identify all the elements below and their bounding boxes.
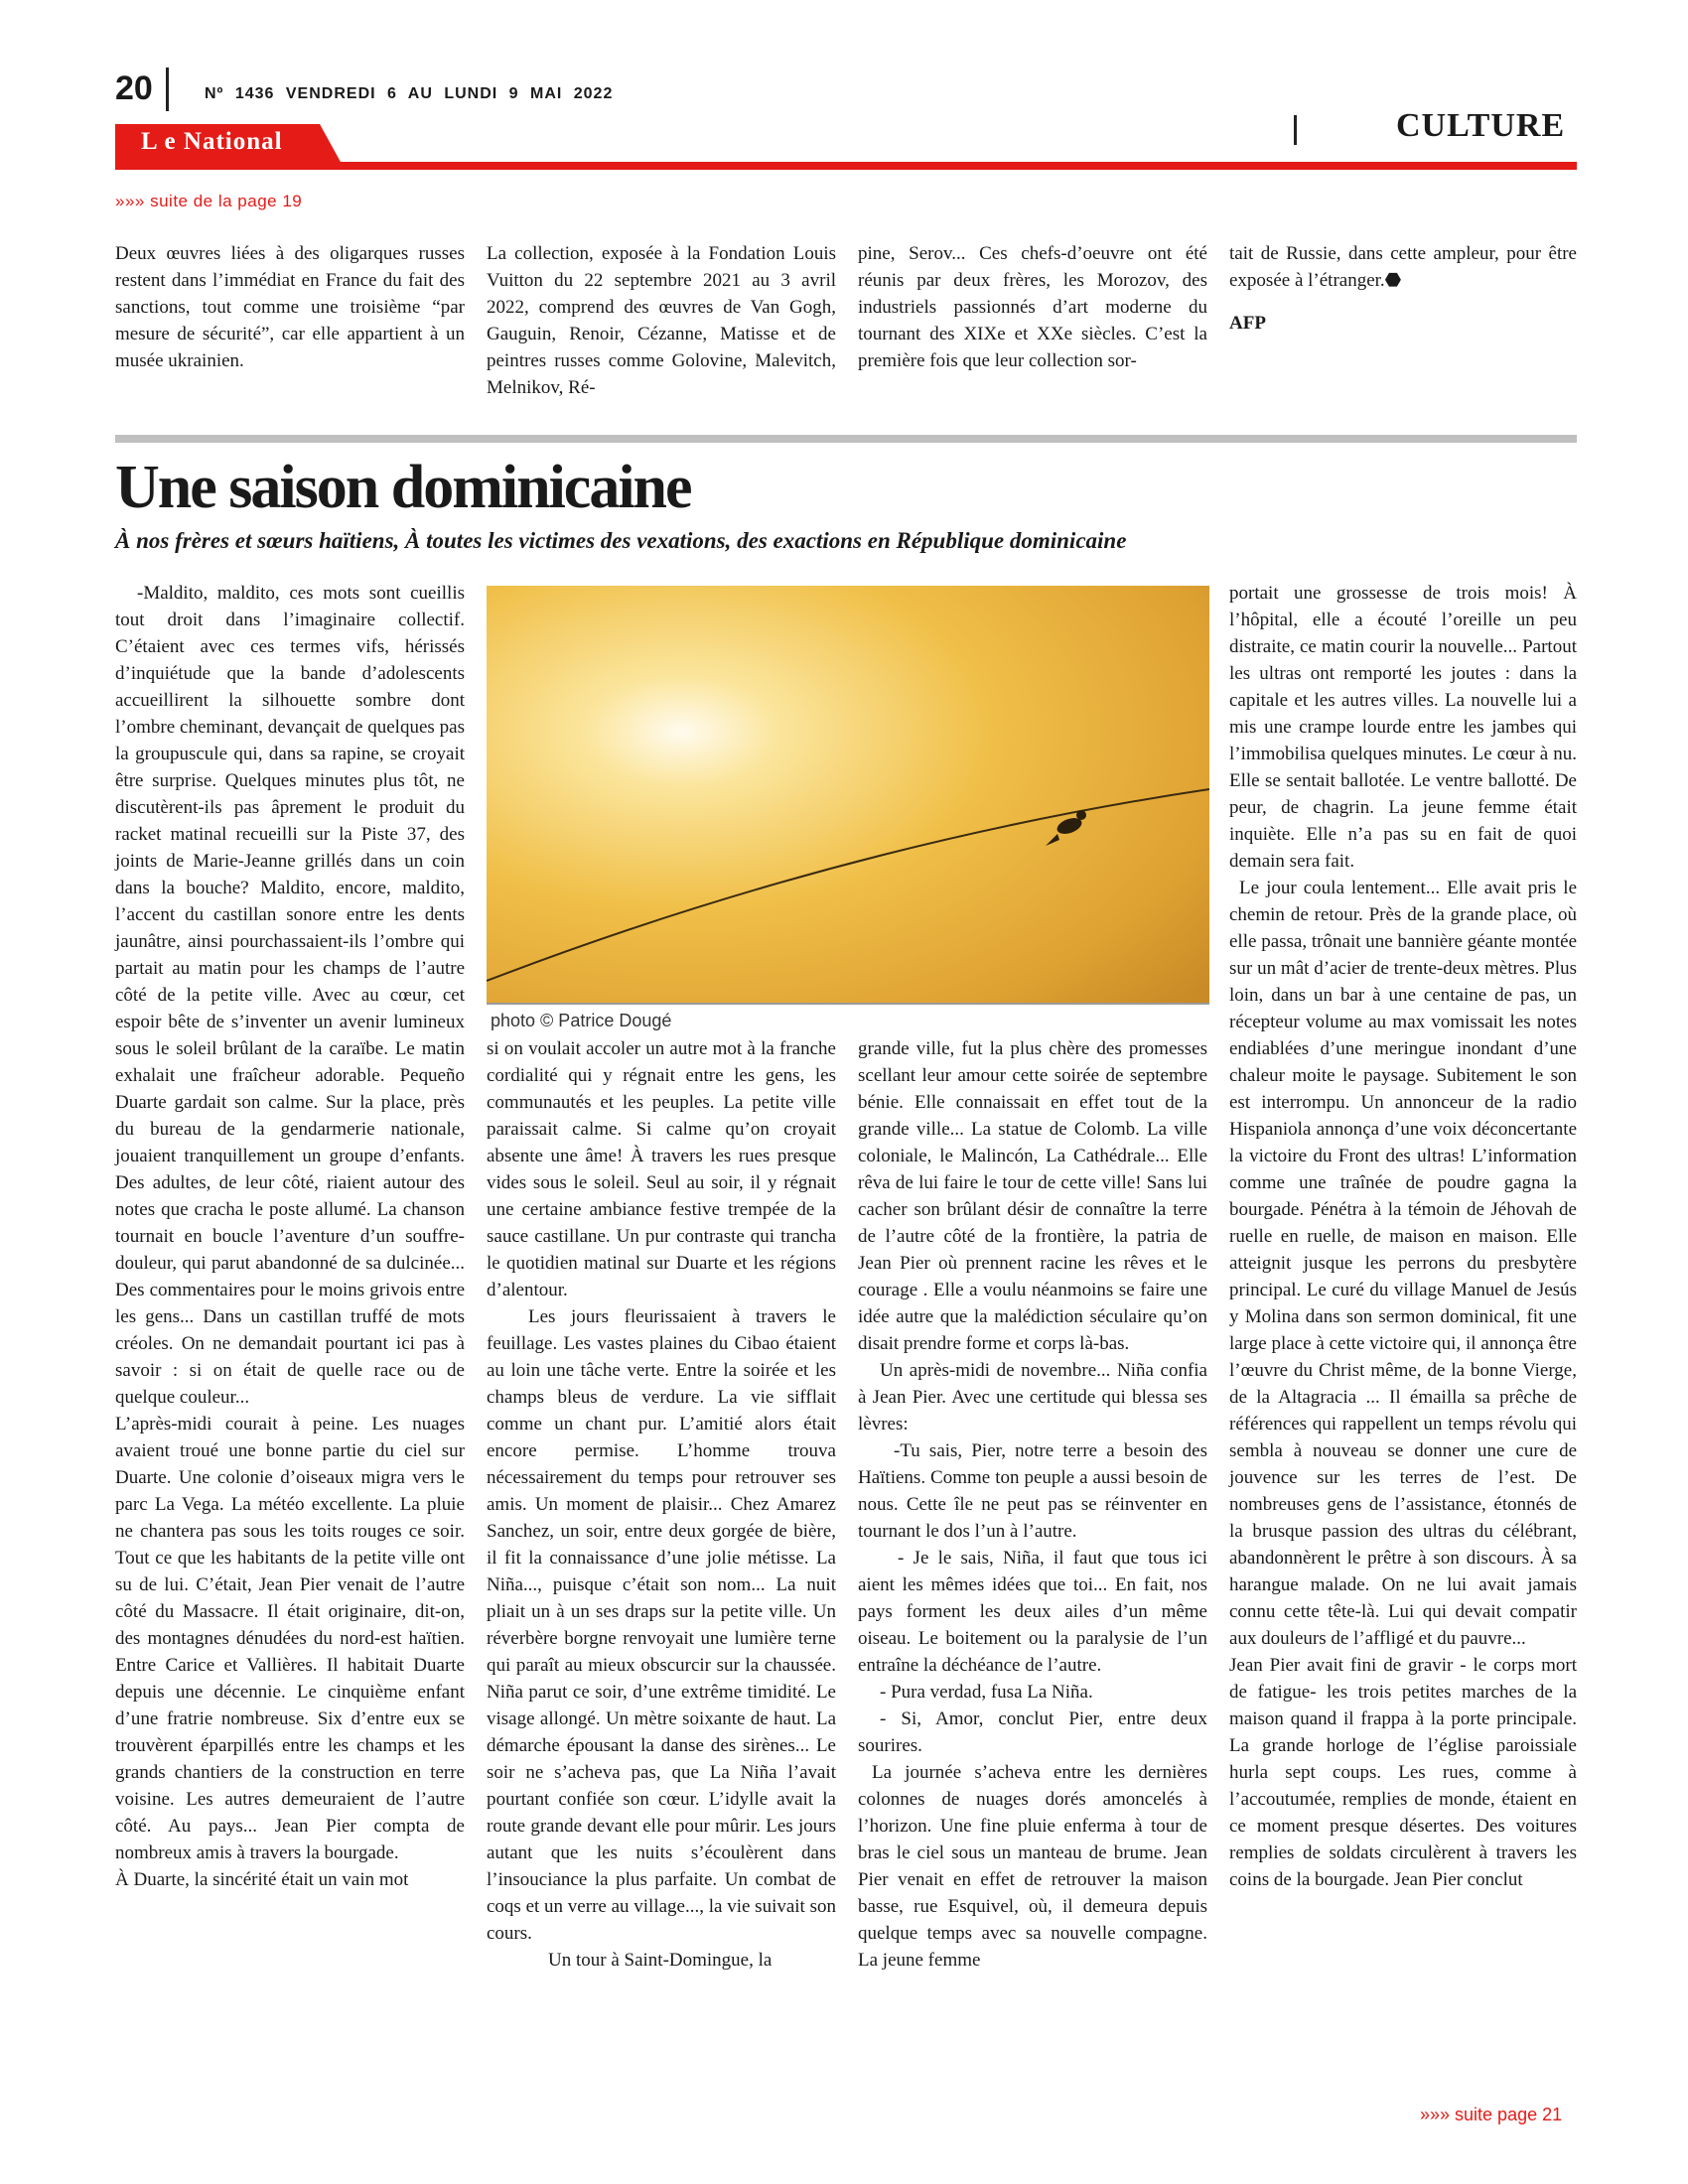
- paragraph: -Tu sais, Pier, notre terre a besoin des Haïtiens. Comme ton peuple a aussi besoin de nous. Cette île ne peut pas se réinventer en tournant le dos l’un à l’autre.: [858, 1440, 1207, 1542]
- header-divider: [166, 68, 169, 111]
- article-column-2: [487, 1035, 836, 1974]
- paragraph: Un tour à Saint-Domingue, la: [548, 1950, 773, 1971]
- paragraph: -Maldito, maldito, ces mots sont cueillis tout droit dans l’imaginaire collectif. C’étaient avec ces termes vifs, hérissés d’inquiétude que la bande d’adolescents accueillirent la silhouette sombre dont l’ombre cheminant, devançait de quelques pas la groupuscule qui, dans sa rapine, se croyait être surprise. Quelques minutes plus tôt, ne discutèrent-ils pas âprement le produit du racket matinal recueilli sur la Piste 37, des joints de Marie-Jeanne grillés dans un coin dans la bouche? Maldito, encore, maldito, l’accent du castillan sonore entre les dents jaunâtre, ainsi pourchassaient-ils l’ombre qui partait au matin pour les champs de l’autre côté de la petite ville. Avec au cœur, cet espoir bête de s’inventer un avenir lumineux sous le soleil brûlant de la caraïbe. Le matin exhalait une fraîcheur adorable. Pequeño Duarte gardait son calme. Sur la place, près du bureau de la gendarmerie nationale, jouaient tranquillement un groupe d’enfants. Des adultes, de leur côté, riaient autour des notes que cracha le poste allumé. La chanson tournait en boucle l’aventure d’un souffre-douleur, qui parut abandonné de sa dulcinée... Des commentaires pour le moins grivois entre les gens... Dans un castillan truffé de mots créoles. On ne demandait pourtant ici pas à savoir : si on était de quelle race ou de quelque couleur...: [115, 583, 465, 1408]
- paragraph: Le jour coula lentement... Elle avait pris le chemin de retour. Près de la grande place, où elle passa, trônait une bannière géante montée sur un mât d’acier de trente-deux mètres. Plus loin, dans un bar à une centaine de pas, un récepteur volume au max vomissait les notes endiablées d’une meringue inondant d’une chaleur moite le paysage. Subitement le son est interrompu. Un annonceur de la radio Hispaniola annonça d’une voix déconcertante la victoire du Front des ultras! L’information comme une traînée de poudre gagna la bourgade. Pénétra à la témoin de Jéhovah de ruelle en ruelle, de maison en maison. Elle atteignit jusque les perrons du presbytère principal. Le curé du village Manuel de Jesús y Molina dans son sermon dominical, fit une large place à cette victoire qui, il annonça être l’œuvre du Christ même, de la bonne Vierge, de la Altagracia ... Il émailla sa prêche de références qui rappellent un temps révolu qui sembla à nouveau se donner une cure de jouvence sur les terres de l’est. De nombreuses gens de l’assistance, étonnés de la brusque passion des ultras du célébrant, abandonnèrent le prêtre à son discours. À sa harangue malade. On ne lui avait jamais connu cette tête-là. Lui qui devait compatir aux douleurs de l’affligé et du pauvre...: [1229, 878, 1577, 1649]
- paragraph: La collection, exposée à la Fondation Louis Vuitton du 22 septembre 2021 au 3 avril 2022, comprend des œuvres de Van Gogh, Gauguin, Renoir, Cézanne, Matisse et de peintres russes comme Golovine, Malevitch, Melnikov, Ré-: [487, 243, 836, 398]
- continued-from-link[interactable]: »»» suite de la page 19: [115, 192, 303, 210]
- paragraph: Jean Pier avait fini de gravir - le corps mort de fatigue- les trois petites marches de la maison quand il frappa à la porte principale. La grande horloge de l’église paroissiale hurla sept coups. Les rues, comme à l’accoutumée, remplies de monde, étaient en ce moment presque désertes. Des voitures remplies de soldats circulèrent à travers les coins de la bourgade. Jean Pier conclut: [1229, 1655, 1577, 1890]
- prev-article-column-1: [115, 240, 465, 374]
- prev-article-column-2: [487, 240, 836, 401]
- page-number: 20: [115, 69, 153, 107]
- article-headline: Une saison dominicaine: [115, 454, 691, 521]
- paragraph: - Si, Amor, conclut Pier, entre deux sourires.: [858, 1708, 1207, 1756]
- photo-rule: [487, 1003, 1209, 1005]
- article-separator: [115, 435, 1577, 443]
- article-subheadline: À nos frères et sœurs haïtiens, À toutes les victimes des vexations, des exactions en République dominicaine: [115, 528, 1127, 553]
- article-column-4: [1229, 580, 1577, 1893]
- paragraph: pine, Serov... Ces chefs-d’oeuvre ont été réunis par deux frères, les Morozov, des industriels passionnés d’art moderne du tournant des XIXe et XXe siècles. C’est la première fois que leur collection sor-: [858, 243, 1207, 371]
- paragraph: À Duarte, la sincérité était un vain mot: [115, 1869, 409, 1890]
- article-photo: [487, 586, 1209, 1003]
- paragraph: - Je le sais, Niña, il faut que tous ici aient les mêmes idées que toi... En fait, nos pays forment les deux ailes d’un même oiseau. Le boitement ou la paralysie de l’un entraîne la déchéance de l’autre.: [858, 1548, 1207, 1676]
- photo-credit: photo © Patrice Dougé: [491, 1011, 672, 1030]
- paragraph: grande ville, fut la plus chère des promesses scellant leur amour cette soirée de septembre bénie. Elle connaissait en effet tout de la grande ville... La statue de Colomb. La ville coloniale, le Malincón, La Cathédrale... Elle rêva de lui faire le tour de cette ville! Sans lui cacher son brûlant désir de connaître la terre de l’autre côté de la frontière, la patria de Jean Pier où prennent racine les rêves et le courage . Elle a voulu néanmoins se faire une idée autre que la malédiction séculaire qu’on disait prendre forme et corps là-bas.: [858, 1038, 1207, 1354]
- paragraph: La journée s’acheva entre les dernières colonnes de nuages dorés amoncelés à l’horizon. Une fine pluie enferma à tour de bras le ciel sous un manteau de brume. Jean Pier venait en effet de retrouver la maison basse, rue Esquivel, où, il demeura depuis quelque temps avec sa nouvelle compagne. La jeune femme: [858, 1762, 1207, 1971]
- paragraph: Deux œuvres liées à des oligarques russes restent dans l’immédiat en France du fait des sanctions, tout comme une troisième “par mesure de sécurité”, car elle appartient à un musée ukrainien.: [115, 243, 465, 371]
- article-column-3: [858, 1035, 1207, 1974]
- paragraph: - Pura verdad, fusa La Niña.: [880, 1682, 1093, 1703]
- newspaper-logo: [115, 124, 342, 164]
- article-column-1: [115, 580, 465, 1893]
- section-title: CULTURE: [1396, 107, 1566, 144]
- prev-article-column-3: [858, 240, 1207, 374]
- issue-line: Nº 1436 VENDREDI 6 AU LUNDI 9 MAI 2022: [205, 85, 614, 102]
- paragraph: L’après-midi courait à peine. Les nuages avaient troué une bonne partie du ciel sur Duarte. Une colonie d’oiseaux migra vers le parc La Vega. La météo excellente. La pluie ne chantera pas sous les toits rouges ce soir. Tout ce que les habitants de la petite ville ont su de lui. C’était, Jean Pier venait de l’autre côté du Massacre. Il était originaire, dit-on, des montagnes dénudées du nord-est haïtien. Entre Carice et Vallières. Il habitait Duarte depuis une décennie. Le cinquième enfant d’une fratrie nombreuse. Six d’entre eux se trouvèrent éparpillés entre les champs et les grands chantiers de la construction en terre voisine. Les autres demeuraient de l’autre côté. Au pays... Jean Pier compta de nombreux amis à travers la bourgade.: [115, 1414, 465, 1863]
- newspaper-name: L e National: [141, 128, 283, 155]
- paragraph: Les jours fleurissaient à travers le feuillage. Les vastes plaines du Cibao étaient au loin une tâche verte. Entre la soirée et les champs bleus de verdure. La vie sifflait comme un chant pur. L’amitié alors était encore permise. L’homme trouva nécessairement du temps pour retrouver ses amis. Un moment de plaisir... Chez Amarez Sanchez, un soir, entre deux gorgée de bière, il fit la connaissance d’une jolie métisse. La Niña..., puisque c’était son nom... La nuit pliait un à un ses draps sur la petite ville. Un réverbère borgne renvoyait une lumière terne qui paraît au mieux obscurcir sur la chaussée. Niña parut ce soir, d’une extrême timidité. Le visage allongé. Un mètre soixante de haut. La démarche épousant la danse des sirènes... Le soir ne s’acheva pas, que La Niña l’avait pourtant confiée son cœur. L’idylle avait la route grande devant elle pour mûrir. Les jours autant que les nuits s’écoulèrent dans l’insouciance la plus parfaite. Un combat de coqs et un verre au village..., la vie suivait son cours.: [487, 1306, 836, 1944]
- paragraph: Un après-midi de novembre... Niña confia à Jean Pier. Avec une certitude qui blessa ses lèvres:: [858, 1360, 1207, 1434]
- sunset-bird-on-wire-image: [487, 586, 1209, 1003]
- header-red-rule: [115, 162, 1577, 170]
- section-divider: [1294, 115, 1297, 145]
- agency-credit: AFP: [1229, 313, 1266, 334]
- paragraph: tait de Russie, dans cette ampleur, pour être exposée à l’étranger.⬣: [1229, 243, 1577, 291]
- paragraph: si on voulait accoler un autre mot à la franche cordialité qui y régnait entre les gens, les communautés et les peuples. La petite ville paraissait calme. Si calme qu’on croyait absente une âme! À travers les rues presque vides sous le soleil. Seul au soir, il y régnait une certaine ambiance festive trempée de la sauce castillane. Un pur contraste qui trancha le quotidien matinal sur Duarte et les régions d’alentour.: [487, 1038, 836, 1300]
- prev-article-column-4: [1229, 240, 1577, 337]
- continued-to-link[interactable]: »»» suite page 21: [1420, 2105, 1563, 2124]
- paragraph: portait une grossesse de trois mois! À l’hôpital, elle a écouté l’oreille un peu distraite, ce matin courir la nouvelle... Partout les ultras ont remporté les joutes : dans la capitale et les autres villes. La nouvelle lui a mis une crampe lourde entre les jambes qui l’immobilisa quelques minutes. Le cœur à nu. Elle se sentait ballotée. Le ventre ballotté. De peur, de chagrin. La jeune femme était inquiète. Elle n’a pas su en fait de quoi demain sera fait.: [1229, 583, 1577, 872]
